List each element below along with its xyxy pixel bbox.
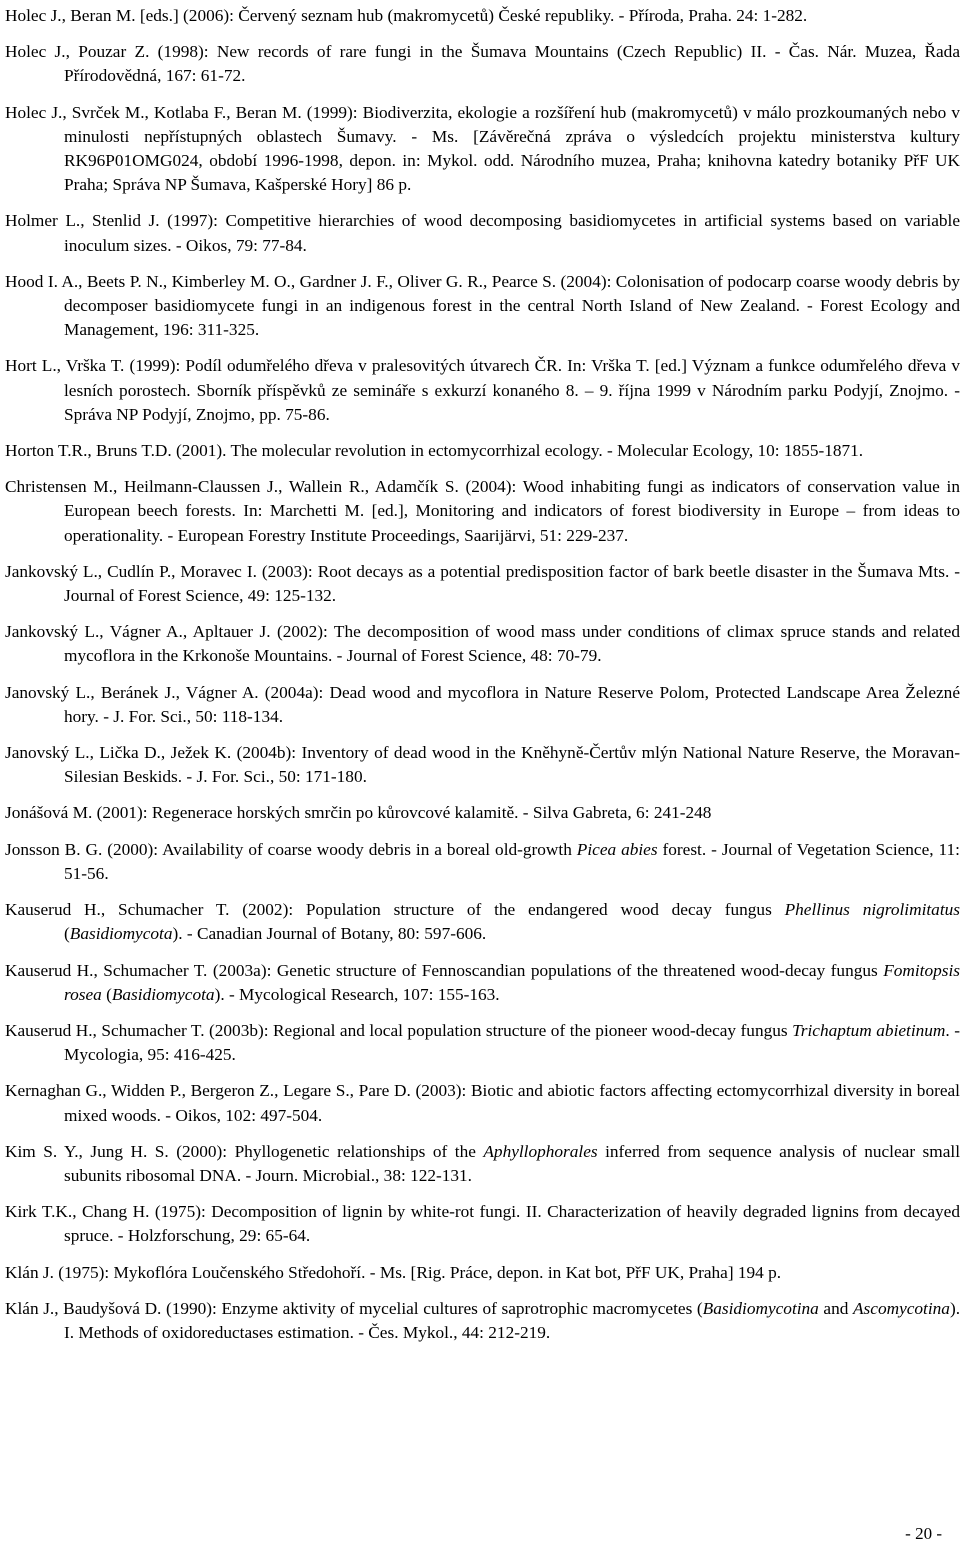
reference-text: Jonsson B. G. (2000): Availability of coarse woody debris in a boreal old-growth: [5, 839, 577, 859]
reference-entry: [5, 439, 960, 463]
reference-italic-text: Basidiomycota: [111, 984, 215, 1004]
reference-italic-text: Ascomycotina: [853, 1298, 950, 1318]
reference-entry: [5, 1019, 960, 1067]
reference-entry: [5, 101, 960, 198]
reference-entry: [5, 681, 960, 729]
reference-text: Hort L., Vrška T. (1999): Podíl odumřelého dřeva v pralesovitých útvarech ČR. In: Vrška T. [ed.] Význam a funkce odumřelého dřeva v lesních porostech. Sborník příspěvků ze semináře s exkurzí konaného 8. – 9. října 1999 v Národním parku Podyjí, Znojmo. - Správa NP Podyjí, Znojmo, pp. 75-86.: [5, 356, 960, 424]
reference-text: (: [101, 984, 112, 1004]
reference-entry: [5, 959, 960, 1007]
reference-entry: [5, 4, 960, 28]
reference-text: Jonášová M. (2001): Regenerace horských smrčin po kůrovcové kalamitě. - Silva Gabreta, 6: 241-248: [5, 803, 712, 823]
reference-text: Christensen M., Heilmann-Claussen J., Wallein R., Adamčík S. (2004): Wood inhabiting fungi as indicators of conservation value in European beech forests. In: Marchetti M. [ed.], Monitoring and indicators of forest biodiversity in Europe – from ideas to operationality. - European Forestry Institute Proceedings, Saarijärvi, 51: 229-237.: [5, 477, 960, 545]
reference-italic-text: Fomitopsis rosea: [64, 960, 960, 1004]
reference-text: Jankovský L., Cudlín P., Moravec I. (2003): Root decays as a potential predisposition factor of bark beetle disaster in the Šumava Mts. - Journal of Forest Science, 49: 125-132.: [5, 561, 960, 606]
reference-entry: [5, 620, 960, 668]
reference-text: Hood I. A., Beets P. N., Kimberley M. O., Gardner J. F., Oliver G. R., Pearce S. (2004): Colonisation of podocarp coarse woody debris by decomposer basidiomycete fungi in an indigenous forest in the central North Island of New Zealand. - Forest Ecology and Management, 196: 311-325.: [5, 271, 960, 340]
reference-entry: [5, 1200, 960, 1248]
reference-italic-text: Aphyllophorales: [483, 1141, 598, 1161]
reference-italic-text: Basidiomycota: [69, 924, 173, 944]
reference-entry: [5, 560, 960, 608]
reference-text: Janovský L., Beránek J., Vágner A. (2004a): Dead wood and mycoflora in Nature Reserve Polom, Protected Landscape Area Železné hory. - J. For. Sci., 50: 118-134.: [5, 682, 960, 726]
reference-text: . - Mycologia, 95: 416-425.: [64, 1020, 960, 1065]
reference-italic-text: Phellinus nigrolimitatus: [784, 900, 960, 920]
reference-entry: [5, 741, 960, 789]
reference-text: Klán J., Baudyšová D. (1990): Enzyme aktivity of mycelial cultures of saprotrophic macromycetes (: [5, 1298, 703, 1318]
document-page: [5, 0, 960, 1357]
reference-entry: [5, 270, 960, 343]
reference-text: Kim S. Y., Jung H. S. (2000): Phyllogenetic relationships of the: [5, 1141, 484, 1161]
reference-text: Kauserud H., Schumacher T. (2002): Population structure of the endangered wood decay fungus: [5, 900, 785, 920]
reference-text: Klán J. (1975): Mykoflóra Loučenského Středohoří. - Ms. [Rig. Práce, depon. in Kat bot, PřF UK, Praha] 194 p.: [5, 1262, 782, 1282]
reference-text: Holec J., Svrček M., Kotlaba F., Beran M. (1999): Biodiverzita, ekologie a rozšíření hub (makromycetů) v málo prozkoumaných nebo v minulosti nepřístupných oblastech Šumavy. - Ms. [Závěrečná zpráva o výsledcích projektu ministerstva kultury RK96P01OMG024, období 1996-1998, depon. in: Mykol. odd. Národního muzea, Praha; knihovna katedry botaniky PřF UK Praha; Správa NP Šumava, Kašperské Hory] 86 p.: [5, 102, 960, 195]
page-number: - 20 -: [905, 1524, 942, 1543]
reference-entry: [5, 354, 960, 427]
reference-entry: [5, 1079, 960, 1127]
reference-text: Horton T.R., Bruns T.D. (2001). The molecular revolution in ectomycorrhizal ecology. - Molecular Ecology, 10: 1855-1871.: [5, 441, 864, 461]
reference-text: Kauserud H., Schumacher T. (2003a): Genetic structure of Fennoscandian populations of the threatened wood-decay fungus: [5, 960, 884, 980]
reference-text: Kirk T.K., Chang H. (1975): Decomposition of lignin by white-rot fungi. II. Characterization of heavily degraded lignins from decayed spruce. - Holzforschung, 29: 65-64.: [5, 1202, 960, 1246]
reference-entry: [5, 40, 960, 88]
reference-entry: [5, 838, 960, 886]
reference-text: Holec J., Pouzar Z. (1998): New records of rare fungi in the Šumava Mountains (Czech Republic) II. - Čas. Nár. Muzea, Řada Přírodovědná, 167: 61-72.: [5, 42, 960, 86]
reference-text: forest. - Journal of Vegetation Science, 11: 51-56.: [64, 839, 960, 883]
reference-text: Janovský L., Lička D., Ježek K. (2004b): Inventory of dead wood in the Kněhyně-Čertův mlýn National Nature Reserve, the Moravan-Silesian Beskids. - J. For. Sci., 50: 171-180.: [5, 743, 960, 787]
reference-entry: [5, 475, 960, 548]
reference-entry: [5, 1261, 960, 1285]
reference-italic-text: Picea abies: [576, 839, 658, 859]
reference-text: Kernaghan G., Widden P., Bergeron Z., Legare S., Pare D. (2003): Biotic and abiotic factors affecting ectomycorrhizal diversity in boreal mixed woods. - Oikos, 102: 497-504.: [5, 1081, 960, 1125]
reference-text: inferred from sequence analysis of nuclear small subunits ribosomal DNA. - Journ. Microbial., 38: 122-131.: [64, 1141, 960, 1185]
reference-entry: [5, 209, 960, 257]
reference-entry: [5, 801, 960, 825]
reference-text: ). I. Methods of oxidoreductases estimation. - Čes. Mykol., 44: 212-219.: [64, 1298, 960, 1342]
reference-entry: [5, 1140, 960, 1188]
reference-text: Holmer L., Stenlid J. (1997): Competitive hierarchies of wood decomposing basidiomycetes in artificial systems based on variable inoculum sizes. - Oikos, 79: 77-84.: [5, 211, 960, 255]
reference-text: and: [818, 1298, 853, 1318]
reference-italic-text: Trichaptum abietinum: [792, 1020, 946, 1040]
reference-text: Kauserud H., Schumacher T. (2003b): Regional and local population structure of the pioneer wood-decay fungus: [5, 1020, 793, 1040]
reference-italic-text: Basidiomycotina: [702, 1298, 819, 1318]
reference-list: [5, 4, 960, 1345]
reference-text: ). - Mycological Research, 107: 155-163.: [214, 984, 500, 1004]
reference-text: Jankovský L., Vágner A., Apltauer J. (2002): The decomposition of wood mass under conditions of climax spruce stands and related mycoflora in the Krkonoše Mountains. - Journal of Forest Science, 48: 70-79.: [5, 622, 960, 666]
reference-text: ). - Canadian Journal of Botany, 80: 597-606.: [172, 924, 487, 944]
reference-entry: [5, 898, 960, 946]
reference-text: (: [64, 924, 70, 944]
reference-text: Holec J., Beran M. [eds.] (2006): Červený seznam hub (makromycetů) České republiky. - Příroda, Praha. 24: 1-282.: [5, 6, 808, 25]
reference-entry: [5, 1297, 960, 1345]
